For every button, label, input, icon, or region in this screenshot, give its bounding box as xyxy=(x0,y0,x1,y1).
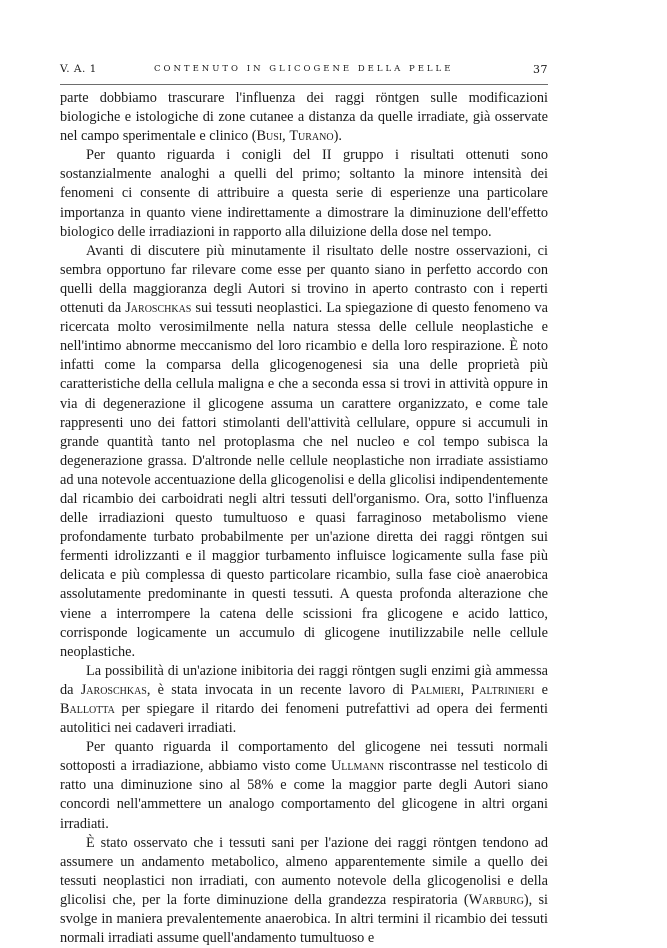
author-name: Ballotta xyxy=(60,701,115,717)
author-name: Jaroschkas xyxy=(80,681,147,698)
author-name: Ullmann xyxy=(330,758,385,775)
author-name: Turano xyxy=(289,128,334,145)
body-text xyxy=(60,89,548,948)
running-head xyxy=(60,63,548,77)
paragraph: La possibilità di un'azione inibitoria dei raggi röntgen sugli enzimi già ammessa da Jaroschkas, è stata invocata in un recente lavoro di Palmieri, Paltrinieri e Ballotta per spiegare il ritardo dei fenomeni putrefattivi ad opera dei fermenti autolitici nei cadaveri irradiati. xyxy=(60,662,548,737)
paragraph: Per quanto riguarda i conigli del II gruppo i risultati ottenuti sono sostanzialmente analoghi a quelli del primo; soltanto la minore intensità dei fenomeni ci consente di attribuire a questa serie di esperienze una particolare importanza in quanto viene indirettamente a dimostrare la diminuzione dell'effetto biologico delle irradiazioni in rapporto alla diluizione della dose nel tempo. xyxy=(60,147,548,240)
paragraph: Per quanto riguarda il comportamento del glicogene nei tessuti normali sottoposti a irradiazione, abbiamo visto come Ullmann riscontrasse nel testicolo di ratto una diminuzione sino al 58% e come la maggior parte degli Autori siano concordi nell'ammettere un analogo comportamento del glicogene in altri organi irradiati. xyxy=(60,739,548,832)
author-name: Busi xyxy=(256,128,283,145)
header-rule xyxy=(60,84,548,85)
paragraph: È stato osservato che i tessuti sani per l'azione dei raggi röntgen tendono ad assumere un andamento metabolico, almeno apparentemente simile a quello dei tessuti neoplastici non irradiati, con aumento notevole della glicogenolisi e della glicolisi che, per la forte diminuzione della grandezza respiratoria (Warburg), si svolge in maniera prevalentemente anaerobica. In altri termini il ricambio dei tessuti normali irradiati assume quell'andamento tumultuoso e xyxy=(60,834,548,947)
paragraph: Avanti di discutere più minutamente il risultato delle nostre osservazioni, ci sembra opportuno far rilevare come esse per quanto siano in perfetto accordo con quelli della maggioranza degli Autori si trovino in aperto contrasto con i reperti ottenuti da Jaroschkas sui tessuti neoplastici. La spiegazione di questo fenomeno va ricercata molto verosimilmente nella natura stessa delle cellule neoplastiche e nell'intimo abnorme meccanismo del loro ricambio e della loro respirazione. È noto infatti come la comparsa della glicogenogenesi sia una delle proprietà più caratteristiche della cellula maligna e che a seconda essa si trovi in attività oppure in via di degenerazione il glicogene assuma un carattere organizzato, e come tale rappresenti uno dei fattori stimolanti dell'attività cellulare, oppure si accumuli in grande quantità tanto nel protoplasma che nel nucleo e col tempo subisca la degenerazione grassa. D'altronde nelle cellule neoplastiche non irradiate assistiamo ad una notevole accentuazione della glicogenolisi e della glicolisi indipendentemente dal ricambio dei carboidrati negli altri tessuti dell'organismo. Ora, sotto l'influenza delle irradiazioni questo tumultuoso e quasi farraginoso metabolismo viene profondamente turbato probabilmente per un'azione diretta dei raggi röntgen sui fermenti idrolizzanti e il maggior turbamento influisce logicamente sulla fase più delicata e più complessa di questo particolare ricambio, sulla fase cioè anaerobica assolutamente predominante in questi tessuti. A questa profonda alterazione che viene a interrompere la catena delle scissioni fra glicogene e acido lattico, corrisponde logicamente un accumulo di glicogene inutilizzabile nelle cellule neoplastiche. xyxy=(60,242,548,660)
author-name: Jaroschkas xyxy=(125,300,192,317)
paragraph: parte dobbiamo trascurare l'influenza dei raggi röntgen sulle modificazioni biologiche e istologiche di zone cutanee a distanza da quelle irradiate, già osservate nel campo sperimentale e clinico (Busi, Turano). xyxy=(60,90,548,145)
author-name: Warburg xyxy=(468,891,524,908)
author-name: Paltrinieri xyxy=(471,681,535,698)
page-number: 37 xyxy=(533,63,548,76)
author-name: Palmieri xyxy=(410,681,461,698)
running-title: CONTENUTO IN GLICOGENE DELLA PELLE xyxy=(154,64,454,74)
section-number: V. A. 1 xyxy=(60,63,97,75)
